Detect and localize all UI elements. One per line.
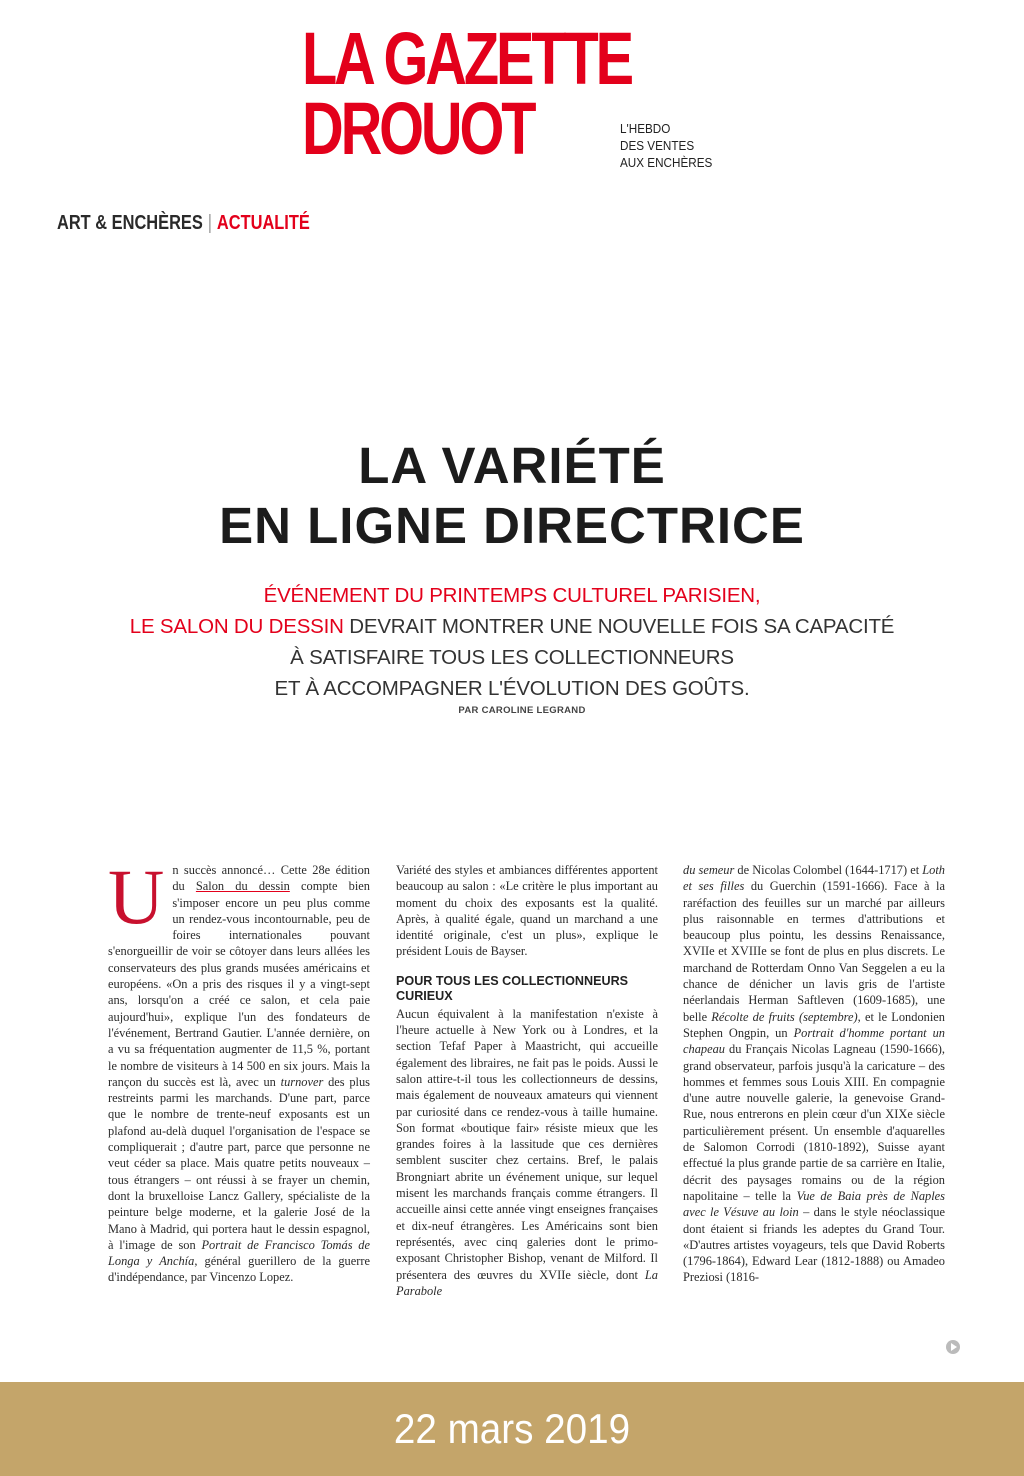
publication-date: 22 mars 2019 <box>393 1405 631 1452</box>
footer-bar <box>0 1382 1024 1476</box>
body-emphasis: La Parabole <box>396 1267 658 1298</box>
rubric-section: ART & ENCHÈRES <box>57 212 203 234</box>
section-rubric <box>57 212 310 235</box>
body-text: – dans le style néoclassique dont étaient si friands les adeptes du Grand Tour. «D'autres artistes voyageurs, tels que David Roberts (1796-1864), Edward Lear (1812-1888) ou Amadeo Preziosi (1816- <box>683 1205 945 1285</box>
masthead-tagline <box>620 120 712 171</box>
body-emphasis: turnover <box>280 1074 324 1089</box>
body-text: du Guerchin (1591-1666). Face à la raréfaction des feuilles sur un marché par ailleurs plus raisonnable en termes d'attributions et beaucoup plus pointu, les dessins Renaissance, XVIIe et XVIIIe se font de plus en plus discrets. Le marchand de Rotterdam Onno Van Seggelen a eu la chance de dénicher un lavis gris de l'artiste néerlandais Herman Saftleven (1609-1685), une belle <box>683 879 945 1024</box>
standfirst-line: À SATISFAIRE TOUS LES COLLECTIONNEURS <box>290 646 734 669</box>
headline-line: EN LIGNE DIRECTRICE <box>219 497 805 554</box>
body-text: , et le Londonien Stephen Ongpin, un <box>683 1009 945 1040</box>
article-subheading: POUR TOUS LES COLLECTIONNEURS CURIEUX <box>396 973 629 1003</box>
rubric-category: ACTUALITÉ <box>216 212 310 234</box>
body-emphasis: Loth et ses filles <box>683 863 945 894</box>
masthead-title-line1: LA GAZETTE <box>302 17 631 100</box>
article-headline <box>0 436 1024 556</box>
continue-arrow-icon <box>946 1340 960 1354</box>
rubric-separator: | <box>207 212 212 234</box>
body-emphasis: Récolte de fruits (septembre) <box>711 1009 858 1024</box>
body-emphasis: Vue de Baia près de Naples avec le Vésuve au loin <box>683 1188 946 1220</box>
standfirst-text: DEVRAIT MONTRER UNE NOUVELLE FOIS SA CAPACITÉ <box>343 615 895 638</box>
standfirst-highlight: LE SALON DU DESSIN <box>129 615 344 638</box>
article-standfirst <box>0 580 1024 704</box>
body-emphasis: du semeur <box>683 863 735 877</box>
tagline-line: L'HEBDO <box>620 121 671 136</box>
masthead-title-line2: DROUOT <box>302 87 534 170</box>
tagline-line: DES VENTES <box>620 138 695 153</box>
standfirst-line: ÉVÉNEMENT DU PRINTEMPS CULTUREL PARISIEN, <box>263 584 761 607</box>
body-text: Aucun équivalent à la manifestation n'existe à l'heure actuelle à New York ou à Londres, et la section Tefaf Paper à Maastricht, qui accueille également des libraires, ne fait pas le poids. Aussi le salon attire-t-il tous les collectionneurs de dessins, mais également de nouveaux amateurs qui viennent par curiosité dans ce rendez-vous à taille humaine. Son format «boutique fair» résiste mieux que les grandes foires à la lassitude que ces dernières semblent susciter chez certains. Bref, le palais Brongniart abrite un événement unique, sur lequel misent les marchands français comme étrangers. Il accueille ainsi cette année vingt enseignes françaises et dix-neuf étrangères. Les Américains sont bien représentés, avec cinq galeries dont le primo-exposant Christopher Bishop, venant de Milford. Il présentera des œuvres du XVIIe siècle, dont <box>396 1006 658 1282</box>
body-text: Variété des styles et ambiances différentes apportent beaucoup au salon : «Le critère le plus important au moment du choix des exposants est la qualité. Après, à qualité égale, quand un marchand a une identité originale, c'est un plus», explique le président Louis de Bayser. <box>396 863 658 959</box>
standfirst-line <box>0 611 1024 642</box>
body-text: , général guerillero de la guerre d'indépendance, par Vincenzo Lopez. <box>108 1254 370 1285</box>
drop-cap: U <box>108 853 165 940</box>
masthead-logo <box>302 17 722 170</box>
tagline-line: AUX ENCHÈRES <box>620 155 713 170</box>
standfirst-line: ET À ACCOMPAGNER L'ÉVOLUTION DES GOÛTS. <box>274 677 750 700</box>
article-column-1 <box>108 853 370 1286</box>
body-text: de Nicolas Colombel (1644-1717) et <box>734 863 923 877</box>
body-emphasis: Portrait de Francisco Tomás de Longa y Anchía <box>108 1237 370 1269</box>
article-byline: PAR CAROLINE LEGRAND <box>458 705 586 716</box>
body-text: n succès annoncé… Cette 28e édition du <box>172 863 370 894</box>
body-text: du Français Nicolas Lagneau (1590-1666), grand observateur, parfois jusqu'à la caricature – des hommes et femmes sous Louis XIII. En compagnie d'une autre nouvelle galerie, la genevoise Grand-Rue, nous entrerons en plein cœur d'un XIXe siècle particulièrement présent. Un ensemble d'aquarelles de Salomon Corrodi (1810-1892), Suisse ayant effectué la plus grande partie de sa carrière en Italie, décrit des paysages romains ou de la région napolitaine – telle la <box>683 1042 945 1203</box>
salon-link-text: Salon du dessin <box>195 879 290 894</box>
body-text: compte bien s'imposer encore un peu plus comme un rendez-vous incontournable, peu de foires internationales pouvant s'enorgueillir de voir se côtoyer dans leurs allées les conservateurs des plus grands musées américains et européens. «On a pris des risques il y a vingt-sept ans, lorsqu'on a créé ce salon, et cela paie aujourd'hui», explique l'un des fondateurs de l'événement, Bertrand Gautier. L'année dernière, on a vu sa fréquentation augmenter de 11,5 %, portant le nombre de visiteurs à 14 500 en six jours. Mais la rançon du succès est là, avec un <box>108 879 370 1089</box>
body-text: des plus restreints parmi les marchands. D'une part, parce que le nombre de trente-neuf exposants est un plafond au-delà duquel l'organisation de l'espace se compliquerait ; d'autre part, parce que personne ne veut céder sa place. Mais quatre petits nouveaux – tous étrangers – ont réussi à se frayer un chemin, dont la bruxelloise Lancz Gallery, spécialiste de la peinture belge moderne, et la galerie José de la Mano à Madrid, qui portera haut le dessin espagnol, à l'image de son <box>108 1074 370 1252</box>
body-emphasis: Portrait d'homme portant un chapeau <box>683 1025 946 1057</box>
article-column-2 <box>396 862 658 1299</box>
article-column-3 <box>683 862 945 1286</box>
headline-line: LA VARIÉTÉ <box>358 437 666 494</box>
